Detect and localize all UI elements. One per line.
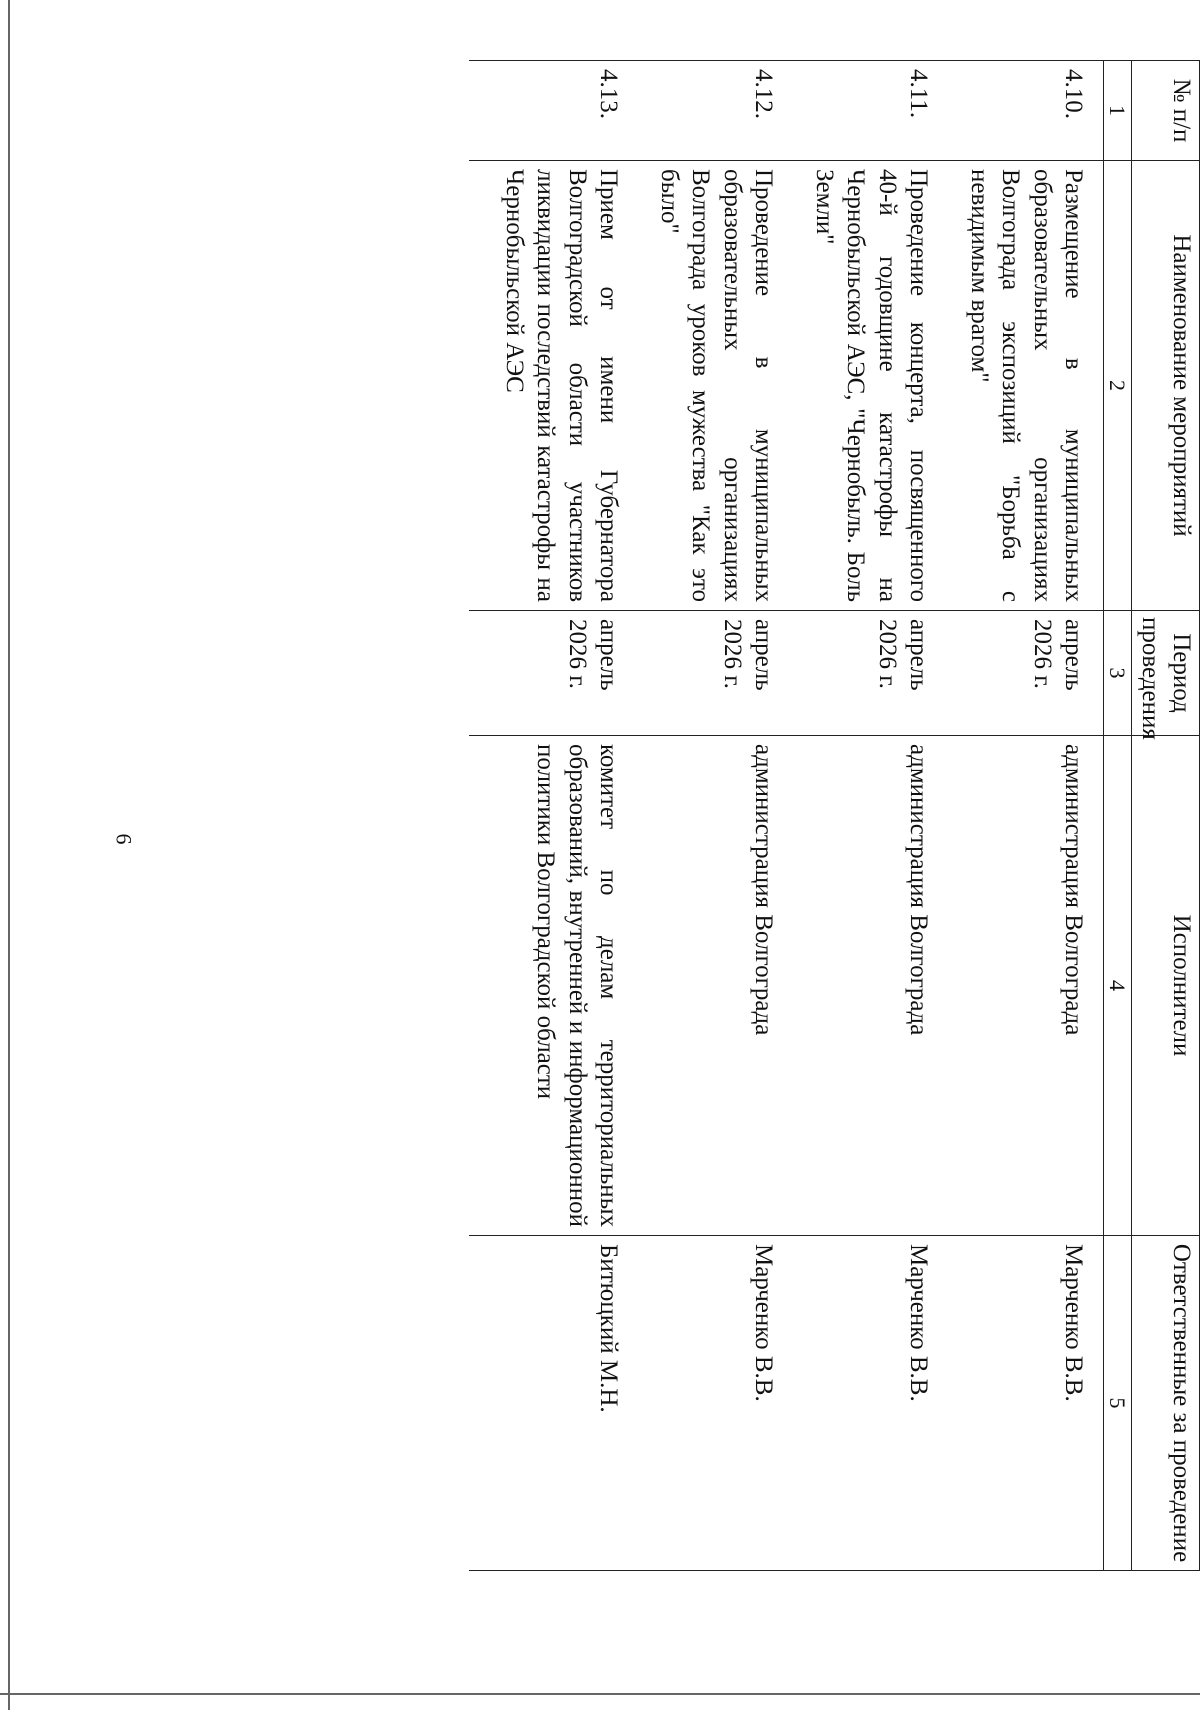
- event-responsible: Марченко В.В.: [624, 1236, 779, 1571]
- table-row: [779, 61, 934, 1571]
- column-number: 2: [1104, 161, 1133, 611]
- event-period: апрель 2026 г.: [934, 611, 1104, 736]
- event-period: апрель 2026 г.: [624, 611, 779, 736]
- header-number: № п/п: [1132, 61, 1200, 161]
- table-header-row: [1132, 61, 1200, 1571]
- scan-bottom-line: [0, 1693, 1200, 1695]
- event-executors: комитет по делам территориальных образований, внутренней и информационной политики Волгоградской области: [469, 736, 624, 1236]
- event-period: апрель 2026 г.: [469, 611, 624, 736]
- table-row: [469, 61, 624, 1571]
- event-name: Размещение в муниципальных образовательных организациях Волгограда экспозиций "Борьба с невидимым врагом": [934, 161, 1104, 611]
- table-row: [934, 61, 1104, 1571]
- event-name: Прием от имени Губернатора Волгоградской области участников ликвидации последствий катастрофы на Чернобыльской АЭС: [469, 161, 624, 611]
- row-number: 4.12.: [624, 61, 779, 161]
- event-period: апрель 2026 г.: [779, 611, 934, 736]
- column-number: 4: [1104, 736, 1133, 1236]
- events-table: [469, 60, 1200, 1571]
- column-number: 1: [1104, 61, 1133, 161]
- header-period: Период проведения: [1132, 611, 1200, 736]
- scan-edge-line: [8, 0, 10, 1710]
- event-name: Проведение концерта, посвященного 40-й годовщине катастрофы на Чернобыльской АЭС, "Чернобыль. Боль Земли": [779, 161, 934, 611]
- column-number-row: [1104, 61, 1133, 1571]
- row-number: 4.11.: [779, 61, 934, 161]
- event-executors: администрация Волгограда: [934, 736, 1104, 1236]
- header-executors: Исполнители: [1132, 736, 1200, 1236]
- row-number: 4.10.: [934, 61, 1104, 161]
- event-executors: администрация Волгограда: [624, 736, 779, 1236]
- page-number: 6: [111, 833, 137, 845]
- table-row: [624, 61, 779, 1571]
- header-responsible: Ответственные за проведение: [1132, 1236, 1200, 1571]
- event-responsible: Марченко В.В.: [934, 1236, 1104, 1571]
- column-number: 5: [1104, 1236, 1133, 1571]
- row-number: 4.13.: [469, 61, 624, 161]
- event-executors: администрация Волгограда: [779, 736, 934, 1236]
- column-number: 3: [1104, 611, 1133, 736]
- event-responsible: Марченко В.В.: [779, 1236, 934, 1571]
- event-name: Проведение в муниципальных образовательных организациях Волгограда уроков мужества "Как это было": [624, 161, 779, 611]
- header-event-name: Наименование мероприятий: [1132, 161, 1200, 611]
- event-responsible: Битюцкий М.Н.: [469, 1236, 624, 1571]
- rotated-table-container: [220, 60, 1200, 1570]
